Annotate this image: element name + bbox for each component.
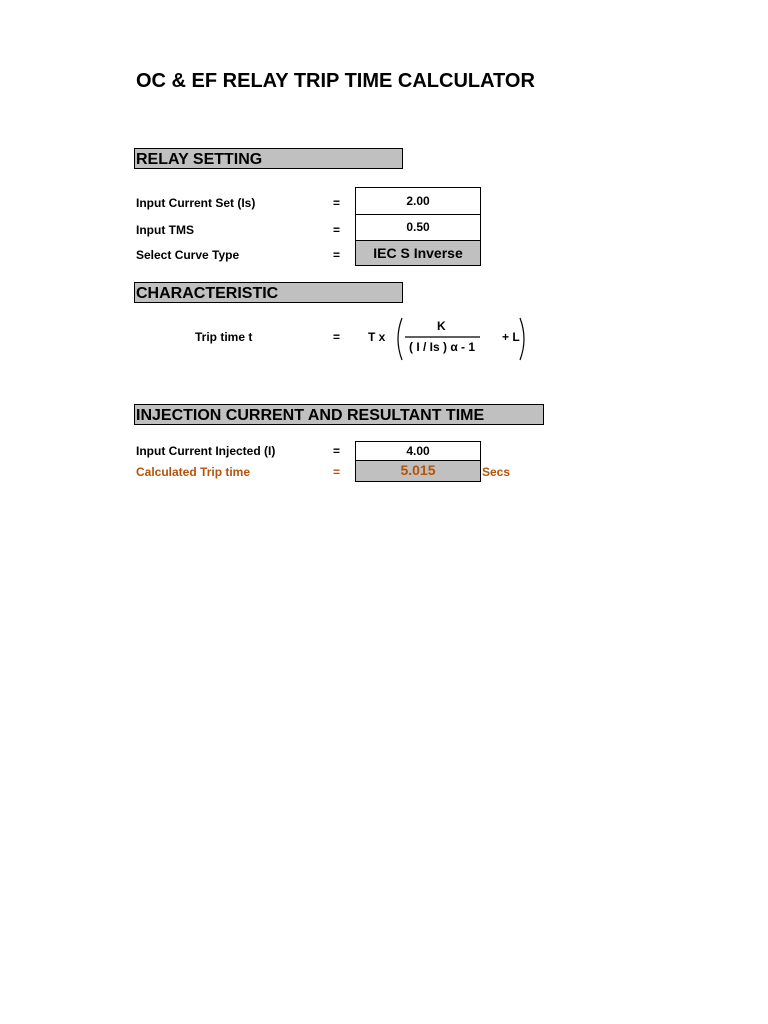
trip-unit: Secs (482, 465, 511, 479)
calculated-trip-equals: = (333, 465, 341, 479)
curve-type-equals: = (333, 248, 341, 262)
injection-header: INJECTION CURRENT AND RESULTANT TIME (134, 404, 544, 425)
curve-type-select[interactable]: IEC S Inverse (355, 240, 481, 266)
relay-setting-header: RELAY SETTING (134, 148, 403, 169)
injected-current-label: Input Current Injected (I) (136, 444, 276, 458)
tms-equals: = (333, 223, 341, 237)
formula-equals: = (333, 330, 341, 344)
tms-input[interactable]: 0.50 (355, 214, 481, 241)
left-paren-icon (398, 318, 402, 360)
current-set-input[interactable]: 2.00 (355, 187, 481, 215)
characteristic-header: CHARACTERISTIC (134, 282, 403, 303)
injected-current-equals: = (333, 444, 341, 458)
formula-numerator: K (437, 319, 446, 333)
formula-plus-l: + L (502, 330, 520, 344)
calculated-trip-value: 5.015 (355, 460, 481, 482)
page-title: OC & EF RELAY TRIP TIME CALCULATOR (136, 70, 535, 92)
right-paren-icon (520, 318, 524, 360)
curve-type-label: Select Curve Type (136, 248, 240, 262)
current-set-equals: = (333, 196, 341, 210)
injected-current-input[interactable]: 4.00 (355, 441, 481, 461)
tms-label: Input TMS (136, 223, 194, 237)
formula-t-prefix: T x (368, 330, 386, 344)
calculated-trip-label: Calculated Trip time (136, 465, 251, 479)
current-set-label: Input Current Set (Is) (136, 196, 256, 210)
formula-denominator: ( I / Is ) α - 1 (409, 340, 476, 354)
trip-time-formula-label: Trip time t (195, 330, 253, 344)
